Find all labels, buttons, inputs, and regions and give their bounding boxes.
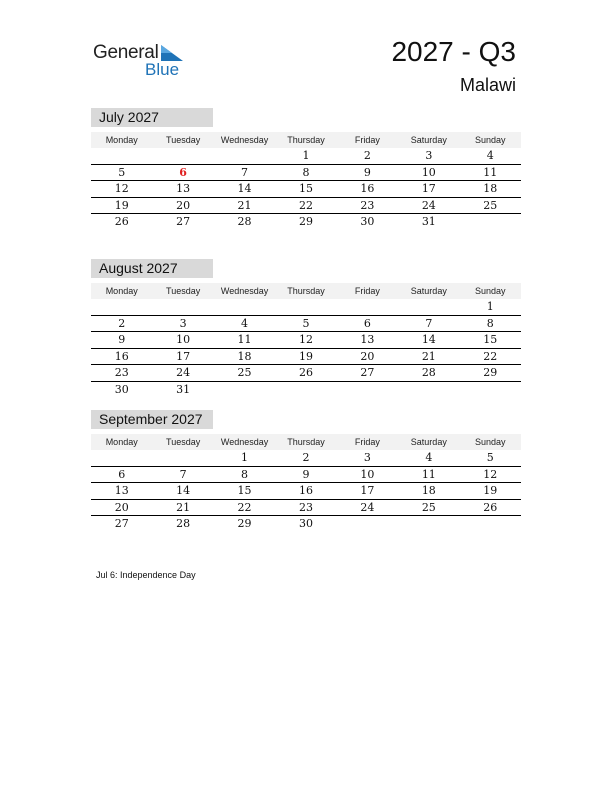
day-cell: 18 xyxy=(483,182,498,195)
day-cell: 11 xyxy=(421,467,436,481)
day-cell: 3 xyxy=(363,451,371,464)
day-cell: 17 xyxy=(421,182,436,195)
weekday-thursday: Thursday xyxy=(287,286,325,296)
day-cell: 28 xyxy=(176,517,191,530)
day-cell: 6 xyxy=(363,316,371,330)
day-cell xyxy=(460,516,521,533)
day-cell xyxy=(337,299,398,315)
week-row xyxy=(91,214,521,231)
day-cell xyxy=(152,450,213,466)
day-cell: 13 xyxy=(176,182,191,195)
weekday-wednesday: Wednesday xyxy=(220,437,269,447)
day-cell: 2 xyxy=(363,149,371,162)
day-cell xyxy=(91,148,152,164)
day-cell: 14 xyxy=(176,484,191,497)
day-cell: 31 xyxy=(421,215,436,228)
day-cell xyxy=(398,516,459,533)
weekday-wednesday: Wednesday xyxy=(220,286,269,296)
day-cell: 20 xyxy=(176,198,191,212)
day-cell: 3 xyxy=(425,149,433,162)
month-label: August 2027 xyxy=(91,259,213,278)
day-cell: 3 xyxy=(179,316,187,330)
day-cell: 2 xyxy=(302,451,310,464)
day-cell: 5 xyxy=(118,165,126,179)
day-cell: 4 xyxy=(425,451,433,464)
day-cell xyxy=(91,299,152,315)
day-cell: 30 xyxy=(360,215,375,228)
month-grid xyxy=(91,299,521,398)
day-cell: 5 xyxy=(302,316,310,330)
day-cell: 23 xyxy=(360,198,375,212)
weekday-header xyxy=(91,283,521,299)
weekday-saturday: Saturday xyxy=(410,135,447,145)
day-cell: 7 xyxy=(425,316,433,330)
day-cell: 28 xyxy=(237,215,252,228)
weekday-wednesday: Wednesday xyxy=(220,135,269,145)
weekday-friday: Friday xyxy=(354,437,380,447)
day-cell: 22 xyxy=(483,349,498,363)
day-cell: 16 xyxy=(298,484,313,497)
day-cell xyxy=(337,382,398,399)
week-row xyxy=(91,467,521,484)
day-cell: 9 xyxy=(363,165,371,179)
day-cell: 15 xyxy=(483,333,498,346)
day-cell: 13 xyxy=(114,484,129,497)
weekday-tuesday: Tuesday xyxy=(166,135,201,145)
day-cell: 21 xyxy=(176,500,191,514)
weekday-tuesday: Tuesday xyxy=(166,286,201,296)
day-cell xyxy=(214,299,275,315)
day-cell: 12 xyxy=(298,333,313,346)
day-cell: 13 xyxy=(360,333,375,346)
month-grid xyxy=(91,450,521,533)
day-cell: 17 xyxy=(176,349,191,363)
day-cell xyxy=(91,450,152,466)
day-cell: 15 xyxy=(237,484,252,497)
weekday-friday: Friday xyxy=(354,286,380,296)
weekday-sunday: Sunday xyxy=(474,437,506,447)
day-cell: 22 xyxy=(298,198,313,212)
day-cell: 11 xyxy=(237,333,252,346)
day-cell: 24 xyxy=(421,198,436,212)
day-cell: 27 xyxy=(114,517,129,530)
logo-word-blue: Blue xyxy=(145,60,180,79)
day-cell xyxy=(214,148,275,164)
day-cell: 8 xyxy=(241,467,249,481)
week-row xyxy=(91,316,521,333)
day-cell: 21 xyxy=(421,349,436,363)
month-grid xyxy=(91,148,521,231)
day-cell: 14 xyxy=(237,182,252,195)
day-cell xyxy=(275,299,336,315)
day-cell: 19 xyxy=(114,198,129,212)
month-september xyxy=(91,410,521,533)
day-cell: 10 xyxy=(421,165,436,179)
day-cell: 4 xyxy=(241,316,249,330)
day-cell: 9 xyxy=(118,333,126,346)
week-row xyxy=(91,181,521,198)
weekday-thursday: Thursday xyxy=(287,437,325,447)
week-row xyxy=(91,500,521,517)
day-cell: 8 xyxy=(302,165,310,179)
day-cell xyxy=(398,299,459,315)
day-cell: 1 xyxy=(486,300,494,313)
day-cell xyxy=(398,382,459,399)
day-cell: 5 xyxy=(486,451,494,464)
week-row xyxy=(91,332,521,349)
day-cell: 1 xyxy=(302,149,310,162)
weekday-monday: Monday xyxy=(105,437,138,447)
day-cell: 2 xyxy=(118,316,126,330)
day-cell: 30 xyxy=(298,517,313,530)
day-cell: 8 xyxy=(486,316,494,330)
day-cell: 21 xyxy=(237,198,252,212)
day-cell: 26 xyxy=(298,366,313,379)
day-cell: 28 xyxy=(421,366,436,379)
day-cell: 29 xyxy=(298,215,313,228)
day-cell: 20 xyxy=(114,500,129,514)
week-row xyxy=(91,349,521,366)
week-row xyxy=(91,165,521,182)
day-cell xyxy=(152,148,213,164)
day-cell: 22 xyxy=(237,500,252,514)
month-july xyxy=(91,108,521,231)
day-cell: 4 xyxy=(486,149,494,162)
weekday-header xyxy=(91,434,521,450)
weekday-sunday: Sunday xyxy=(474,135,506,145)
weekday-monday: Monday xyxy=(105,286,138,296)
day-cell: 26 xyxy=(483,500,498,514)
day-cell: 9 xyxy=(302,467,310,481)
day-cell: 27 xyxy=(176,215,191,228)
day-cell: 10 xyxy=(360,467,375,481)
weekday-thursday: Thursday xyxy=(287,135,325,145)
day-cell: 27 xyxy=(360,366,375,379)
day-cell: 29 xyxy=(483,366,498,379)
holiday-note: Jul 6: Independence Day xyxy=(96,570,196,580)
day-cell: 25 xyxy=(421,500,436,514)
holiday-day-cell: 6 xyxy=(179,165,187,179)
day-cell xyxy=(337,516,398,533)
day-cell: 19 xyxy=(483,484,498,497)
day-cell: 7 xyxy=(241,165,249,179)
country-name: Malawi xyxy=(459,75,516,95)
day-cell: 10 xyxy=(176,333,191,346)
month-label: July 2027 xyxy=(91,108,213,127)
day-cell: 12 xyxy=(114,182,129,195)
day-cell xyxy=(460,382,521,399)
day-cell: 19 xyxy=(298,349,313,363)
logo-flag-icon xyxy=(161,45,183,61)
month-label: September 2027 xyxy=(91,410,213,429)
day-cell xyxy=(460,214,521,231)
month-august xyxy=(91,259,521,398)
day-cell: 23 xyxy=(114,366,129,379)
day-cell: 18 xyxy=(421,484,436,497)
week-row xyxy=(91,299,521,316)
week-row xyxy=(91,483,521,500)
day-cell: 24 xyxy=(360,500,375,514)
day-cell: 30 xyxy=(114,382,129,396)
day-cell xyxy=(275,382,336,399)
day-cell xyxy=(214,382,275,399)
day-cell: 25 xyxy=(483,198,498,212)
day-cell: 25 xyxy=(237,366,252,379)
day-cell: 11 xyxy=(483,165,498,179)
day-cell: 26 xyxy=(114,215,129,228)
weekday-sunday: Sunday xyxy=(474,286,506,296)
day-cell: 7 xyxy=(179,467,187,481)
day-cell: 14 xyxy=(421,333,436,346)
week-row xyxy=(91,516,521,533)
day-cell: 12 xyxy=(483,467,498,481)
weekday-saturday: Saturday xyxy=(410,437,447,447)
logo-word-general: General xyxy=(93,42,159,63)
day-cell: 24 xyxy=(176,366,191,379)
day-cell xyxy=(152,299,213,315)
day-cell: 29 xyxy=(237,517,252,530)
week-row xyxy=(91,148,521,165)
week-row xyxy=(91,198,521,215)
page-title: 2027 - Q3 xyxy=(391,36,516,67)
day-cell: 16 xyxy=(360,182,375,195)
weekday-monday: Monday xyxy=(105,135,138,145)
logo xyxy=(93,40,193,80)
week-row xyxy=(91,365,521,382)
day-cell: 15 xyxy=(298,182,313,195)
weekday-saturday: Saturday xyxy=(410,286,447,296)
week-row xyxy=(91,382,521,399)
weekday-tuesday: Tuesday xyxy=(166,437,201,447)
week-row xyxy=(91,450,521,467)
day-cell: 18 xyxy=(237,349,252,363)
day-cell: 20 xyxy=(360,349,375,363)
day-cell: 17 xyxy=(360,484,375,497)
weekday-header xyxy=(91,132,521,148)
day-cell: 16 xyxy=(114,349,129,363)
day-cell: 23 xyxy=(298,500,313,514)
day-cell: 31 xyxy=(176,382,191,396)
weekday-friday: Friday xyxy=(354,135,380,145)
day-cell: 1 xyxy=(241,451,249,464)
day-cell: 6 xyxy=(118,467,126,481)
